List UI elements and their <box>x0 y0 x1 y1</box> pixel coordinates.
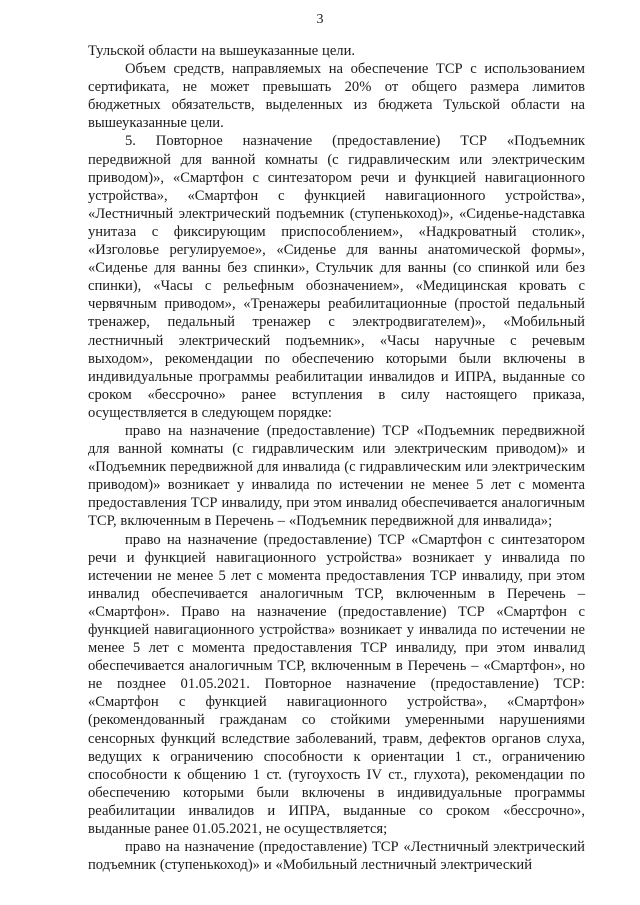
document-body <box>88 42 585 874</box>
paragraph-continuation: Тульской области на вышеуказанные цели. <box>88 43 356 59</box>
page-number: 3 <box>316 12 324 27</box>
paragraph-lift-rule: право на назначение (предоставление) ТСР «Подъемник передвижной для ванной комнаты (с гидравлическим или электрическим приводом)» и «Подъемник передвижной для инвалида (с гидравлическим или электрическим приводом)» возникает у инвалида по истечении не менее 5 лет с момента предоставления ТСР инвалиду, при этом инвалид обеспечивается аналогичным ТСР, включенным в Перечень – «Подъемник передвижной для инвалида»; <box>88 422 585 530</box>
paragraph-stair-lift-rule: право на назначение (предоставление) ТСР «Лестничный электрический подъемник (ступенькоход)» и «Мобильный лестничный электрический <box>88 839 585 874</box>
paragraph-item-5: 5. Повторное назначение (предоставление) ТСР «Подъемник передвижной для ванной комнаты (с гидравлическим или электрическим приводом)», «Смартфон с синтезатором речи и функцией навигационного устройства», «Смартфон с функцией навигационного устройства», «Лестничный электрический подъемник (ступенькоход)», «Сиденье-надставка унитаза с фиксирующим приспособлением», «Надкроватный столик», «Изголовье регулируемое», «Сиденье для ванны анатомической формы», «Сиденье для ванны без спинки», Стульчик для ванны (со спинкой или без спинки), «Часы с рельефным обозначением», «Медицинская кровать с червячным приводом», «Тренажеры реабилитационные (простой педальный тренажер, педальный тренажер с электродвигателем)», «Мобильный лестничный электрический подъемник», «Часы наручные с речевым выходом», рекомендации по обеспечению которыми были включены в индивидуальные программы реабилитации инвалидов и ИПРА, выданные со сроком «бессрочно» ранее вступления в силу настоящего приказа, осуществляется в следующем порядке: <box>88 133 585 421</box>
paragraph-smartphone-rule: право на назначение (предоставление) ТСР «Смартфон с синтезатором речи и функцией навигационного устройства» возникает у инвалида по истечении не менее 5 лет с момента предоставления ТСР инвалиду, при этом инвалид обеспечивается аналогичным ТСР, включенным в Перечень – «Смартфон». Право на назначение (предоставление) ТСР «Смартфон с функцией навигационного устройства» возникает у инвалида по истечении не менее 5 лет с момента предоставления ТСР инвалиду, при этом инвалид обеспечивается аналогичным ТСР, включенным в Перечень – «Смартфон», но не позднее 01.05.2021. Повторное назначение (предоставление) ТСР: «Смартфон с функцией навигационного устройства», «Смартфон» (рекомендованный гражданам со стойкими умеренными нарушениями сенсорных функций вследствие заболеваний, травм, дефектов органов слуха, ведущих к ограничению способности к ориентации 1 ст., ограничению способности к общению 1 ст. (тугоухость IV ст., глухота), рекомендации по обеспечению которыми были включены в индивидуальные программы реабилитации инвалидов и ИПРА, выданные со сроком «бессрочно», выданные ранее 01.05.2021, не осуществляется; <box>88 531 585 838</box>
paragraph-funding-limit: Объем средств, направляемых на обеспечение ТСР с использованием сертификата, не может превышать 20% от общего размера лимитов бюджетных обязательств, выделенных из бюджета Тульской области на вышеуказанные цели. <box>88 61 585 132</box>
